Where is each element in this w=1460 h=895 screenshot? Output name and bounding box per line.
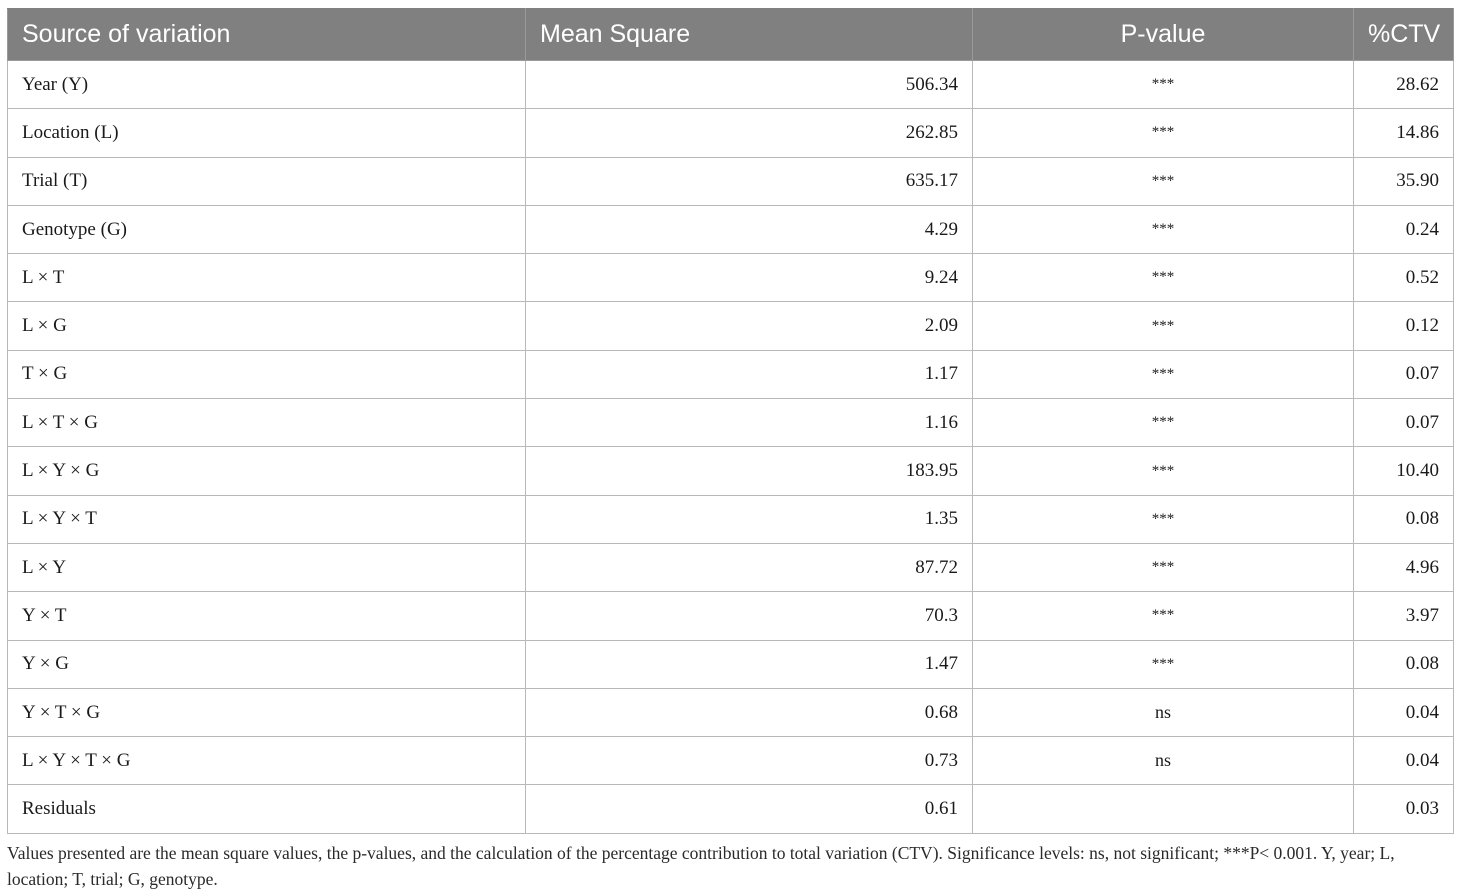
cell-p-value: *** (973, 350, 1354, 398)
cell-source: Y × T × G (8, 688, 526, 736)
cell-source: L × G (8, 302, 526, 350)
cell-mean-square: 183.95 (526, 447, 973, 495)
cell-mean-square: 1.35 (526, 495, 973, 543)
cell-ctv: 4.96 (1354, 543, 1454, 591)
cell-ctv: 0.24 (1354, 205, 1454, 253)
table-row (8, 688, 1454, 736)
cell-p-value: *** (973, 302, 1354, 350)
cell-mean-square: 0.73 (526, 737, 973, 785)
cell-source: T × G (8, 350, 526, 398)
cell-mean-square: 87.72 (526, 543, 973, 591)
cell-p-value: *** (973, 157, 1354, 205)
table-row (8, 254, 1454, 302)
cell-ctv: 10.40 (1354, 447, 1454, 495)
table-row (8, 495, 1454, 543)
cell-p-value: *** (973, 495, 1354, 543)
cell-ctv: 0.12 (1354, 302, 1454, 350)
cell-source: L × Y × G (8, 447, 526, 495)
cell-source: Y × T (8, 592, 526, 640)
cell-p-value: *** (973, 592, 1354, 640)
cell-source: Y × G (8, 640, 526, 688)
cell-source: Trial (T) (8, 157, 526, 205)
table-row (8, 350, 1454, 398)
cell-ctv: 0.04 (1354, 737, 1454, 785)
cell-p-value: *** (973, 205, 1354, 253)
cell-ctv: 35.90 (1354, 157, 1454, 205)
cell-p-value (973, 785, 1354, 833)
table-row (8, 543, 1454, 591)
cell-p-value: *** (973, 399, 1354, 447)
cell-mean-square: 1.47 (526, 640, 973, 688)
cell-p-value: *** (973, 543, 1354, 591)
cell-p-value: *** (973, 640, 1354, 688)
cell-ctv: 0.07 (1354, 350, 1454, 398)
cell-ctv: 0.07 (1354, 399, 1454, 447)
cell-mean-square: 506.34 (526, 61, 973, 109)
cell-source: Genotype (G) (8, 205, 526, 253)
cell-p-value: *** (973, 254, 1354, 302)
cell-source: L × Y × T × G (8, 737, 526, 785)
cell-p-value: ns (973, 737, 1354, 785)
table-row (8, 205, 1454, 253)
header-row (8, 9, 1454, 61)
cell-ctv: 0.08 (1354, 640, 1454, 688)
header-source: Source of variation (8, 9, 526, 61)
header-mean-square: Mean Square (526, 9, 973, 61)
table-header (8, 9, 1454, 61)
cell-source: Year (Y) (8, 61, 526, 109)
anova-table-container (7, 8, 1453, 834)
cell-ctv: 0.03 (1354, 785, 1454, 833)
table-body (8, 61, 1454, 834)
header-ctv: %CTV (1354, 9, 1454, 61)
table-row (8, 302, 1454, 350)
cell-source: Residuals (8, 785, 526, 833)
cell-mean-square: 1.16 (526, 399, 973, 447)
anova-table (7, 8, 1454, 834)
cell-mean-square: 0.61 (526, 785, 973, 833)
table-row (8, 447, 1454, 495)
table-row (8, 737, 1454, 785)
cell-mean-square: 0.68 (526, 688, 973, 736)
cell-mean-square: 1.17 (526, 350, 973, 398)
table-row (8, 157, 1454, 205)
cell-source: L × T (8, 254, 526, 302)
cell-p-value: ns (973, 688, 1354, 736)
cell-ctv: 3.97 (1354, 592, 1454, 640)
cell-mean-square: 9.24 (526, 254, 973, 302)
table-footnote: Values presented are the mean square values, the p-values, and the calculation of the percentage contribution to total variation (CTV). Significance levels: ns, not significant; ***P< 0.001. Y, year; L, location; T, trial; G, genotype. (7, 843, 1395, 889)
cell-source: L × T × G (8, 399, 526, 447)
cell-p-value: *** (973, 109, 1354, 157)
cell-p-value: *** (973, 447, 1354, 495)
table-row (8, 785, 1454, 833)
table-row (8, 640, 1454, 688)
table-row (8, 61, 1454, 109)
cell-mean-square: 262.85 (526, 109, 973, 157)
cell-mean-square: 635.17 (526, 157, 973, 205)
table-row (8, 399, 1454, 447)
table-row (8, 109, 1454, 157)
cell-mean-square: 70.3 (526, 592, 973, 640)
table-row (8, 592, 1454, 640)
cell-ctv: 28.62 (1354, 61, 1454, 109)
header-p-value: P-value (973, 9, 1354, 61)
cell-ctv: 0.04 (1354, 688, 1454, 736)
cell-ctv: 14.86 (1354, 109, 1454, 157)
cell-source: L × Y (8, 543, 526, 591)
cell-ctv: 0.52 (1354, 254, 1454, 302)
cell-mean-square: 2.09 (526, 302, 973, 350)
cell-source: Location (L) (8, 109, 526, 157)
cell-p-value: *** (973, 61, 1354, 109)
cell-source: L × Y × T (8, 495, 526, 543)
cell-ctv: 0.08 (1354, 495, 1454, 543)
cell-mean-square: 4.29 (526, 205, 973, 253)
